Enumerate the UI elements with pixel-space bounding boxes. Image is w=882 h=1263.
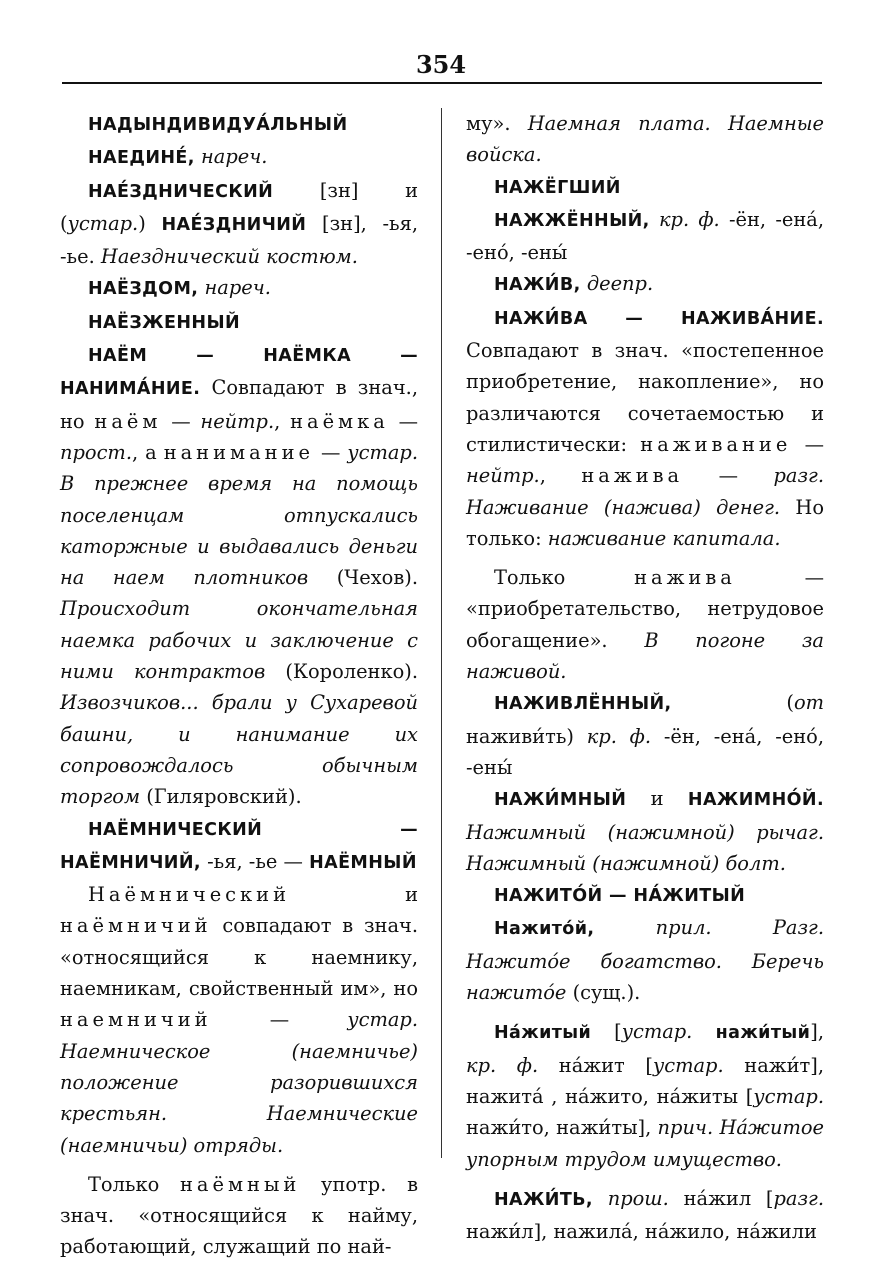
attribution: (Чехов). <box>308 566 418 590</box>
text: -ья, -ье — <box>200 849 310 873</box>
example: Происходит окончательная наемка рабочих и заключение с ними контрактов <box>60 597 418 684</box>
text: — <box>211 1008 348 1032</box>
text: употр. в знач. «относящийся к найму, работающий, служащий по най- <box>60 1172 418 1259</box>
text: — «приобретательство, нетрудовое обогащение». <box>466 566 824 652</box>
entry-nazhiva <box>466 302 824 554</box>
entry-naemnichesky <box>60 813 418 880</box>
headword: НАЕ́ЗДНИЧИЙ <box>161 214 307 235</box>
entry-nazhimny <box>466 783 824 879</box>
text: -ён, -ена́, -ено́, -ены́ <box>466 207 825 265</box>
text: нажи́л], нажила́, на́жило, на́жили <box>466 1220 817 1244</box>
example: устар. Наемническое (наемничье) положение разорившихся крестьян. Наемнические (наемничьи) отряды. <box>60 1008 418 1157</box>
attribution: (Короленко). <box>265 660 418 684</box>
headword: НАЖЖЁННЫЙ, <box>494 210 650 231</box>
headword: НАЖИ́МНЫЙ <box>494 790 627 811</box>
text: (сущ.). <box>566 981 641 1005</box>
spaced-word: наемничий <box>60 1008 212 1032</box>
headword: НАЖИВЛЁННЫЙ, <box>494 694 672 715</box>
headword: НАЖЁГШИЙ <box>494 177 621 198</box>
entry-naezzhenny <box>60 306 418 339</box>
example: устар. В прежнее время на помощь поселенцам отпускались каторжные и выдавались деньги на наем плотников <box>60 440 418 590</box>
label: от <box>793 691 824 715</box>
grammar-note: нареч. <box>201 145 268 169</box>
entry-nazhegshy <box>466 171 824 204</box>
label: нейтр. <box>200 409 275 433</box>
entry-nazhitoy <box>466 879 824 912</box>
text: на́жит [ <box>538 1053 653 1077</box>
text: Только <box>494 566 635 590</box>
spaced-word: наёмный <box>180 1172 301 1196</box>
text: , <box>274 409 291 433</box>
headword: НАЁМ — НАЁМКА — НАНИМА́НИЕ. <box>60 346 418 400</box>
text: и <box>626 787 688 811</box>
entry-nazhivlenny <box>466 687 824 783</box>
text: [ <box>591 1020 622 1044</box>
entry-naedine <box>60 141 418 174</box>
right-column <box>466 108 824 1247</box>
entry-naem <box>60 339 418 812</box>
header-rule <box>62 82 822 84</box>
example: наживание капитала. <box>547 526 781 550</box>
headword: НАЖИТО́Й — НА́ЖИТЫЙ <box>494 886 746 907</box>
example: прил. Разг. Нажито́е богатство. Беречь нажито́е <box>466 916 824 1005</box>
example: В погоне за наживой. <box>466 628 824 684</box>
text: — <box>161 409 201 433</box>
example: прич. На́житое упорным трудом имущество. <box>466 1116 824 1171</box>
text: наживи́ть) <box>466 724 587 748</box>
text: ) <box>138 211 162 235</box>
text: [зн] и ( <box>60 178 418 235</box>
headword: НАЖИ́ВА — НАЖИВА́НИЕ. <box>494 308 824 329</box>
headword: НАЁМНЫЙ <box>309 852 417 873</box>
column-divider <box>441 108 442 1158</box>
headword: НАЖИ́ТЬ, <box>494 1189 593 1210</box>
subheadword: На́житый <box>494 1023 592 1044</box>
label: прост. <box>60 440 132 464</box>
headword: НАДЫНДИВИДУА́ЛЬНЫЙ <box>88 115 348 135</box>
text: и <box>290 883 418 907</box>
text: — <box>791 432 824 456</box>
text: му». <box>466 112 528 135</box>
label: устар. <box>67 211 139 235</box>
text: — <box>683 464 774 488</box>
subheadword: нажи́тый <box>692 1023 811 1044</box>
entry-nazhiva-body <box>466 562 824 687</box>
entry-nazhity-part <box>466 1016 824 1174</box>
entry-naezdom <box>60 272 418 305</box>
text: , <box>539 464 582 488</box>
text: Совпадают в знач. «постепенное приобретение, накопление», но различаются сочетаемостью и стилистически: <box>466 339 824 456</box>
example: Наемная плата. Наемные войска. <box>466 112 825 167</box>
headword: НАЕДИНЕ́, <box>88 148 195 169</box>
spaced-word: Наёмнический <box>88 883 290 907</box>
headword: НАЁМНИЧЕСКИЙ — НАЁМНИЧИЙ, <box>60 819 418 873</box>
headword: НАЁЗЖЕННЫЙ <box>88 312 241 333</box>
text: Совпадают в знач., но <box>60 376 418 433</box>
text: ( <box>671 691 794 715</box>
entry-nazhitoy-adj <box>466 912 824 1008</box>
spaced-word: нажива <box>581 464 684 488</box>
page-number: 354 <box>415 50 467 79</box>
entry-nazhit <box>466 1183 824 1248</box>
text: — <box>314 440 348 464</box>
entry-naemny-body <box>60 1169 418 1263</box>
spaced-word: наёмничий <box>60 914 212 938</box>
text: нажи́то, нажи́ты], <box>466 1116 658 1140</box>
entry-nazhzhenny <box>466 204 824 269</box>
spaced-word: наживание <box>640 432 792 456</box>
text: -ён, -ена́, -ено́, -ены́ <box>466 724 824 779</box>
spaced-word: наём <box>94 409 162 433</box>
label: нейтр. <box>466 464 540 488</box>
example: Нажимный (нажимной) рычаг. Нажимный (нажимной) болт. <box>466 820 824 875</box>
text: ], <box>810 1020 824 1044</box>
spaced-word: нажива <box>634 566 736 590</box>
attribution: (Гиляровский). <box>140 785 302 809</box>
text: [зн], -ья, -ье. <box>60 211 418 269</box>
label: устар. <box>621 1020 693 1044</box>
headword: НАЖИ́В, <box>494 275 581 296</box>
grammar-note: нареч. <box>204 276 271 300</box>
entry-naezdnichesky <box>60 175 418 273</box>
grammar-note: деепр. <box>580 272 654 296</box>
example: разг. Наживание (нажива) денег. <box>466 464 825 519</box>
entry-nazhiv <box>466 268 824 301</box>
headword: НАЁЗДОМ, <box>88 279 199 300</box>
spaced-word: нанимание <box>163 440 314 464</box>
example: Наезднический костюм. <box>100 245 358 269</box>
headword: НАЖИМНО́Й. <box>687 790 824 811</box>
text: Но только: <box>466 495 824 550</box>
text: , а <box>132 440 164 464</box>
grammar-note: кр. ф. <box>466 1053 539 1077</box>
subheadword: Нажито́й, <box>494 919 595 940</box>
label: устар. <box>753 1084 824 1108</box>
label: разг. <box>773 1186 824 1210</box>
spaced-word: наёмка <box>290 409 389 433</box>
text: — <box>388 409 419 433</box>
text: нажи́т], нажита́ , на́жито, на́житы [ <box>466 1053 824 1108</box>
left-column <box>60 108 418 1263</box>
label: устар. <box>653 1053 724 1077</box>
continuation <box>466 108 824 171</box>
entry-naemnichesky-body <box>60 879 418 1161</box>
text: совпадают в знач. «относящийся к наемнику, наемникам, свойственный им», но <box>60 914 418 1001</box>
example: Извозчиков... брали у Сухаревой башни, и нанимание их сопровождалось обычным торгом <box>60 691 418 809</box>
entry-nadyndividualny <box>60 108 418 141</box>
text: на́жил [ <box>668 1186 774 1210</box>
grammar-note: прош. <box>592 1186 669 1210</box>
grammar-note: кр. ф. <box>586 724 652 748</box>
grammar-note: кр. ф. <box>649 207 720 231</box>
headword: НАЕ́ЗДНИЧЕСКИЙ <box>88 181 274 202</box>
text: Только <box>88 1172 180 1196</box>
